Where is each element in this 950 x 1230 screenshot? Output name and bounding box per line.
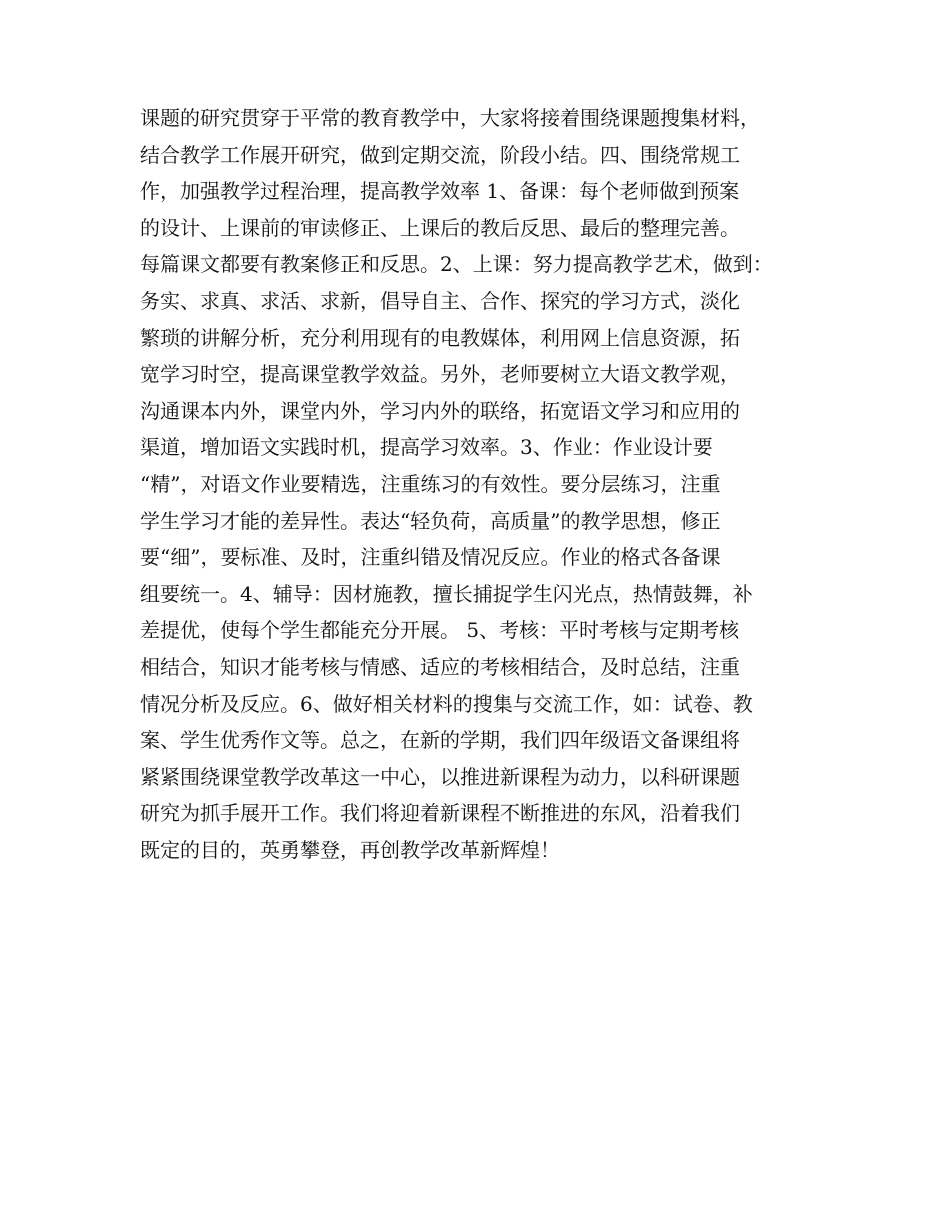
text-line: 组要统一。4、辅导：因材施教，擅长捕捉学生闪光点，热情鼓舞，补	[140, 581, 753, 606]
text-line: 既定的目的，英勇攀登，再创教学改革新辉煌！	[140, 837, 560, 862]
text-line: 案、学生优秀作文等。总之，在新的学期，我们四年级语文备课组将	[140, 728, 740, 753]
text-line: 学生学习才能的差异性。表达“轻负荷，高质量”的教学思想，修正	[140, 508, 721, 533]
text-line: 作，加强教学过程治理，提高教学效率 1、备课：每个老师做到预案	[140, 179, 740, 204]
text-line: 繁琐的讲解分析，充分利用现有的电教媒体，利用网上信息资源，拓	[140, 325, 740, 350]
text-line: 课题的研究贯穿于平常的教育教学中，大家将接着围绕课题搜集材料，	[140, 106, 760, 130]
text-line: 沟通课本内外，课堂内外，学习内外的联络，拓宽语文学习和应用的	[140, 398, 740, 423]
text-line: 紧紧围绕课堂教学改革这一中心，以推进新课程为动力，以科研课题	[140, 764, 740, 789]
text-line: “精”，对语文作业要精选，注重练习的有效性。要分层练习，注重	[140, 471, 721, 496]
text-line: 结合教学工作展开研究，做到定期交流，阶段小结。四、围绕常规工	[140, 142, 740, 167]
text-line: 的设计、上课前的审读修正、上课后的教后反思、最后的整理完善。	[140, 215, 740, 240]
body-text	[140, 100, 820, 868]
text-line: 相结合，知识才能考核与情感、适应的考核相结合，及时总结，注重	[140, 654, 740, 679]
text-line: 差提优，使每个学生都能充分开展。 5、考核：平时考核与定期考核	[140, 618, 740, 643]
text-line: 渠道，增加语文实践时机，提高学习效率。3、作业：作业设计要	[140, 435, 713, 460]
text-line: 要“细”，要标准、及时，注重纠错及情况反应。作业的格式各备课	[140, 545, 721, 570]
text-line: 情况分析及反应。6、做好相关材料的搜集与交流工作，如：试卷、教	[140, 691, 753, 716]
text-line: 宽学习时空，提高课堂教学效益。另外，老师要树立大语文教学观，	[140, 362, 740, 387]
text-line: 每篇课文都要有教案修正和反思。2、上课：努力提高教学艺术，做到：	[140, 252, 773, 277]
text-line: 研究为抓手展开工作。我们将迎着新课程不断推进的东风，沿着我们	[140, 801, 740, 826]
text-line: 务实、求真、求活、求新，倡导自主、合作、探究的学习方式，淡化	[140, 288, 740, 313]
